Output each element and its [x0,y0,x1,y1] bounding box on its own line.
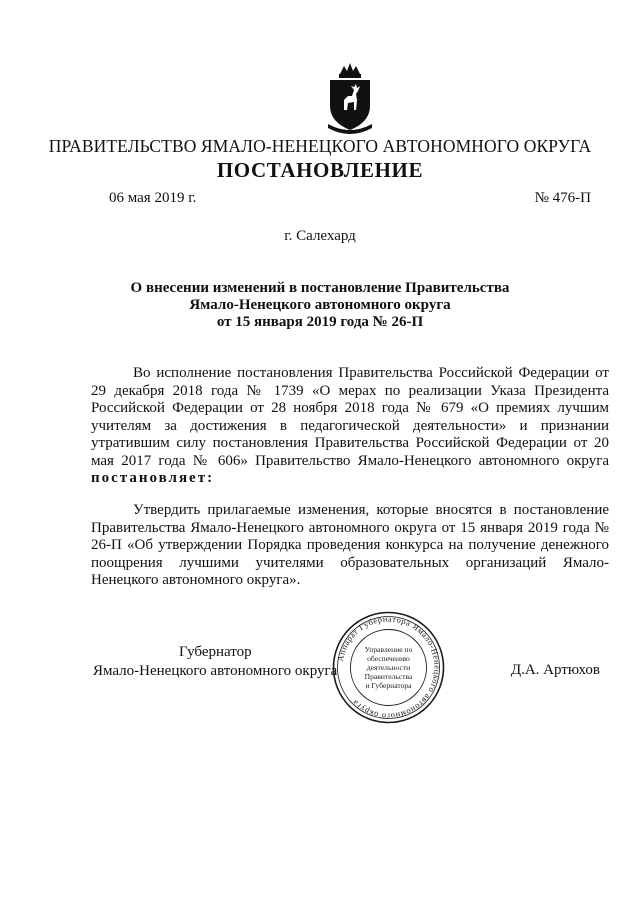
svg-text:деятельности: деятельности [366,663,411,672]
government-title: ПРАВИТЕЛЬСТВО ЯМАЛО-НЕНЕЦКОГО АВТОНОМНОГО ОКРУГА [48,136,592,156]
svg-text:и Губернатора: и Губернатора [365,681,412,690]
signatory-name: Д.А. Артюхов [510,662,600,678]
svg-text:Правительства: Правительства [364,672,413,681]
resolution-paragraph: Утвердить прилагаемые изменения, которые вносятся в постановление Правительства Ямало-Ненецкого автономного округа от 15 января 2019 года № 26-П «Об утверждении Порядка проведения конкурса на получение денежного поощрения лучшими учителями образовательных организаций Ямало-Ненецкого автономного округа». [91,502,609,588]
subject-line-2: Ямало-Ненецкого автономного округа [189,297,451,313]
coat-of-arms-icon [322,60,378,138]
document-number: № 476-П [534,190,591,206]
official-stamp-icon [331,610,446,725]
signatory-position [93,643,338,681]
subject-line-3: от 15 января 2019 года № 26-П [216,314,424,330]
preamble-text: Во исполнение постановления Правительства Российской Федерации от 29 декабря 2018 года № 1739 «О мерах по реализации Указа Президента Российской Федерации от 28 ноября 2018 года № 679 «О премиях лучшим учителям за достижения в педагогической деятельности» и признании утратившим силу постановления Правительства Российской Федерации от 20 мая 2017 года № 606» Правительство Ямало-Ненецкого автономного округа [91,365,609,469]
svg-text:Аппарат Губернатора Ямало-Нене: Аппарат Губернатора Ямало-Ненецкого автономного округа [335,614,442,721]
svg-text:обеспечению: обеспечению [367,654,410,663]
document-city: г. Салехард [284,228,356,244]
signatory-position-line-2: Ямало-Ненецкого автономного округа [93,663,338,679]
preamble-paragraph [91,365,609,488]
document-date: 06 мая 2019 г. [109,190,197,206]
document-type: ПОСТАНОВЛЕНИЕ [216,158,424,182]
decree-word: постановляет: [91,470,215,486]
svg-text:Управление по: Управление по [364,645,413,654]
document-subject [0,280,640,331]
subject-line-1: О внесении изменений в постановление Правительства [130,280,510,296]
signatory-position-line-1: Губернатор [179,644,252,660]
